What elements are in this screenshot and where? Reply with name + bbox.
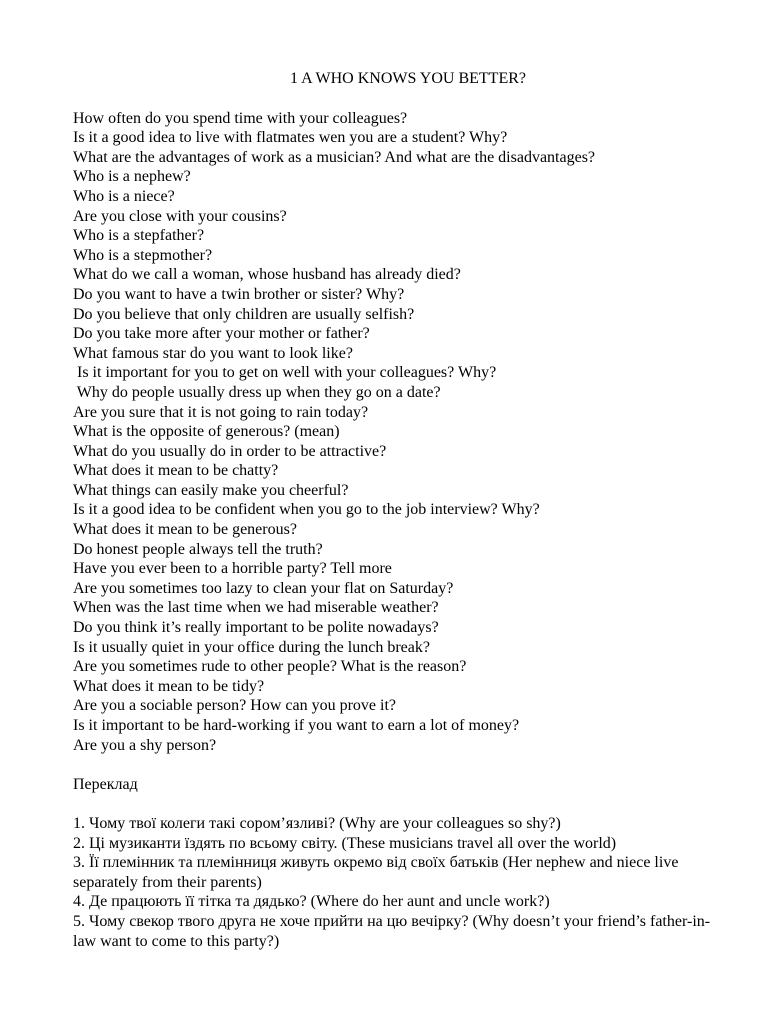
question-line: Do you want to have a twin brother or sister? Why?	[73, 285, 405, 303]
translation-line: 5. Чому свекор твого друга не хоче прийти на цю вечірку? (Why doesn’t your friend’s father-in-law want to come to this party?)	[73, 912, 711, 950]
question-line: Why do people usually dress up when they go on a date?	[73, 383, 441, 401]
document-title: 1 A WHO KNOWS YOU BETTER?	[290, 70, 526, 87]
document-page	[73, 69, 713, 951]
question-line: Are you sometimes too lazy to clean your flat on Saturday?	[73, 579, 454, 597]
question-line: Is it important for you to get on well with your colleagues? Why?	[73, 364, 497, 382]
question-line: Is it usually quiet in your office during the lunch break?	[73, 638, 430, 656]
question-line: What does it mean to be generous?	[73, 521, 297, 539]
question-line: Are you sure that it is not going to rain today?	[73, 403, 369, 421]
question-line: Do you believe that only children are usually selfish?	[73, 305, 415, 323]
question-line: Are you a sociable person? How can you prove it?	[73, 697, 396, 715]
question-line: What does it mean to be tidy?	[73, 677, 265, 695]
question-line: What things can easily make you cheerful?	[73, 481, 349, 499]
question-line: Is it important to be hard-working if you want to earn a lot of money?	[73, 717, 520, 734]
question-line: Are you close with your cousins?	[73, 207, 287, 225]
translation-line: 2. Ці музиканти їздять по всьому світу. (These musicians travel all over the world)	[73, 834, 617, 852]
question-line: Who is a stepfather?	[73, 227, 205, 245]
translation-line: 4. Де працюють її тітка та дядько? (Where do her aunt and uncle work?)	[73, 893, 550, 911]
question-line: Do honest people always tell the truth?	[73, 540, 323, 558]
question-line: Are you sometimes rude to other people? What is the reason?	[73, 658, 467, 676]
question-line: What is the opposite of generous? (mean)	[73, 423, 340, 441]
translation-heading: Переклад	[73, 775, 138, 793]
question-line: Are you a shy person?	[73, 736, 217, 754]
question-line: Who is a stepmother?	[73, 246, 213, 264]
question-line: Have you ever been to a horrible party? Tell more	[73, 560, 392, 578]
question-line: What do you usually do in order to be attractive?	[73, 442, 387, 460]
question-line: Who is a nephew?	[73, 168, 191, 186]
question-line: Who is a niece?	[73, 187, 175, 205]
questions-list	[73, 109, 713, 756]
translations-list	[73, 814, 713, 951]
question-line: What does it mean to be chatty?	[73, 462, 279, 480]
question-line: What do we call a woman, whose husband has already died?	[73, 266, 461, 284]
question-line: Do you take more after your mother or father?	[73, 325, 370, 343]
question-line: How often do you spend time with your colleagues?	[73, 109, 408, 127]
question-line: When was the last time when we had miserable weather?	[73, 599, 439, 617]
question-line: What are the advantages of work as a musician? And what are the disadvantages?	[73, 148, 596, 166]
translation-line: 1. Чому твої колеги такі сором’язливі? (Why are your colleagues so shy?)	[73, 814, 561, 832]
question-line: What famous star do you want to look like?	[73, 344, 353, 362]
translation-line: 3. Її племінник та племінниця живуть окремо від своїх батьків (Her nephew and niece live separately from their parents)	[73, 854, 679, 891]
question-line: Is it a good idea to be confident when you go to the job interview? Why?	[73, 501, 540, 519]
question-line: Is it a good idea to live with flatmates wen you are a student? Why?	[73, 129, 508, 147]
question-line: Do you think it’s really important to be polite nowadays?	[73, 619, 439, 637]
